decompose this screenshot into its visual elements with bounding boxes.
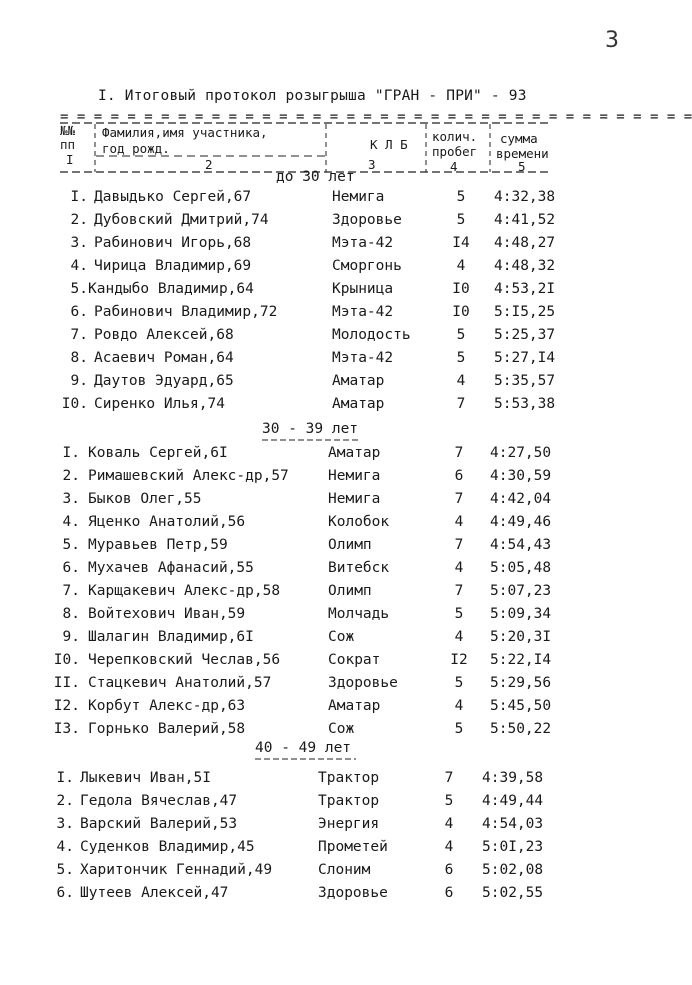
document-title: I. Итоговый протокол розыгрыша "ГРАН - ПРИ" - 93 [98, 88, 527, 104]
participant-name: Яценко Анатолий,56 [88, 514, 246, 530]
total-time: 5:05,48 [490, 560, 552, 576]
club-name: Здоровье [318, 885, 388, 901]
table-row [0, 862, 667, 885]
total-time: 5:20,3I [490, 629, 552, 645]
runs-count: 6 [444, 885, 454, 901]
table-row [0, 373, 667, 396]
participant-name: Шутеев Алексей,47 [80, 885, 229, 901]
row-number: 5. [56, 862, 74, 878]
club-name: Аматар [328, 698, 381, 714]
runs-count: 4 [456, 258, 466, 274]
header-name-top: Фамилия,имя участника, [102, 125, 268, 140]
club-name: Немига [332, 189, 385, 205]
participant-name: Карщакевич Алекс-др,58 [88, 583, 281, 599]
row-number: 4. [70, 258, 88, 274]
participant-name: Шалагин Владимир,6I [88, 629, 254, 645]
table-row [0, 885, 667, 908]
header-club-index: 3 [368, 157, 376, 172]
participant-name: Чирица Владимир,69 [94, 258, 252, 274]
club-name: Трактор [318, 793, 380, 809]
club-name: Олимп [328, 537, 372, 553]
runs-count: 4 [454, 629, 464, 645]
participant-name: Римашевский Алекс-др,57 [88, 468, 289, 484]
row-number: I. [56, 770, 74, 786]
runs-count: 5 [454, 606, 464, 622]
runs-count: 5 [456, 212, 466, 228]
runs-count: 5 [456, 189, 466, 205]
header-number-top: №№ [60, 123, 76, 138]
runs-count: 5 [456, 350, 466, 366]
runs-count: 4 [454, 514, 464, 530]
runs-count: 4 [456, 373, 466, 389]
table-row [0, 606, 667, 629]
participant-name: Ровдо Алексей,68 [94, 327, 234, 343]
row-number: 2. [70, 212, 88, 228]
table-row [0, 281, 667, 304]
club-name: Энергия [318, 816, 380, 832]
total-time: 4:39,58 [482, 770, 544, 786]
section-label-under-30: до 30 лет [276, 169, 355, 185]
row-number: 7. [62, 583, 80, 599]
header-number-mid: пп [60, 137, 76, 152]
header-time-index: 5 [518, 159, 526, 174]
total-time: 5:I5,25 [494, 304, 556, 320]
club-name: Здоровье [328, 675, 398, 691]
total-time: 4:49,44 [482, 793, 544, 809]
table-row [0, 793, 667, 816]
participant-name: Гедола Вячеслав,47 [80, 793, 238, 809]
row-number: 8. [62, 606, 80, 622]
row-number: I0. [53, 652, 80, 668]
club-name: Немига [328, 468, 381, 484]
runs-count: 6 [454, 468, 464, 484]
participant-name: Коваль Сергей,6I [88, 445, 228, 461]
runs-count: I2 [450, 652, 468, 668]
header-runs-top: колич. [432, 129, 478, 144]
participant-name: Стацкевич Анатолий,57 [88, 675, 272, 691]
runs-count: 7 [456, 396, 466, 412]
club-name: Колобок [328, 514, 390, 530]
club-name: Немига [328, 491, 381, 507]
participant-name: Быков Олег,55 [88, 491, 202, 507]
section-label-40-49: 40 - 49 лет [255, 740, 352, 756]
row-number: 3. [70, 235, 88, 251]
header-name-index: 2 [205, 157, 213, 172]
table-row [0, 258, 667, 281]
row-number: 5. [70, 281, 88, 297]
runs-count: 4 [454, 698, 464, 714]
club-name: Молодость [332, 327, 411, 343]
header-runs-mid: пробег [432, 144, 478, 159]
participant-name: Черепковский Чеслав,56 [88, 652, 281, 668]
club-name: Сож [328, 629, 355, 645]
total-time: 4:48,32 [494, 258, 556, 274]
participant-name: Сиренко Илья,74 [94, 396, 225, 412]
club-name: Мэта-42 [332, 235, 394, 251]
table-row [0, 652, 667, 675]
club-name: Крыница [332, 281, 394, 297]
club-name: Трактор [318, 770, 380, 786]
runs-count: 7 [454, 491, 464, 507]
total-time: 5:35,57 [494, 373, 556, 389]
table-row [0, 537, 667, 560]
row-number: 6. [62, 560, 80, 576]
runs-count: I4 [452, 235, 470, 251]
table-row [0, 350, 667, 373]
runs-count: 7 [454, 445, 464, 461]
runs-count: I0 [452, 304, 470, 320]
row-number: 2. [56, 793, 74, 809]
table-row [0, 396, 667, 419]
table-row [0, 816, 667, 839]
participant-name: Даутов Эдуард,65 [94, 373, 234, 389]
total-time: 5:07,23 [490, 583, 552, 599]
club-name: Аматар [332, 373, 385, 389]
table-row [0, 514, 667, 537]
club-name: Молчадь [328, 606, 390, 622]
total-time: 4:53,2I [494, 281, 556, 297]
participant-name: Харитончик Геннадий,49 [80, 862, 273, 878]
header-club: К Л Б [370, 137, 408, 152]
runs-count: 4 [444, 839, 454, 855]
total-time: 5:50,22 [490, 721, 552, 737]
table-row [0, 445, 667, 468]
runs-count: 4 [444, 816, 454, 832]
table-row [0, 304, 667, 327]
runs-count: 6 [444, 862, 454, 878]
participant-name: Асаевич Роман,64 [94, 350, 234, 366]
row-number: 4. [62, 514, 80, 530]
club-name: Сож [328, 721, 355, 737]
participant-name: Корбут Алекс-др,63 [88, 698, 246, 714]
participant-name: Варский Валерий,53 [80, 816, 238, 832]
total-time: 5:29,56 [490, 675, 552, 691]
club-name: Слоним [318, 862, 371, 878]
total-time: 4:48,27 [494, 235, 556, 251]
total-time: 5:02,55 [482, 885, 544, 901]
row-number: 6. [56, 885, 74, 901]
row-number: 3. [62, 491, 80, 507]
total-time: 4:30,59 [490, 468, 552, 484]
runs-count: 7 [444, 770, 454, 786]
header-runs-index: 4 [450, 159, 458, 174]
participant-name: Давыдько Сергей,67 [94, 189, 252, 205]
page-number: 3 [605, 28, 619, 53]
table-row [0, 583, 667, 606]
total-time: 4:54,43 [490, 537, 552, 553]
runs-count: 7 [454, 537, 464, 553]
table-row [0, 212, 667, 235]
row-number: 5. [62, 537, 80, 553]
row-number: 2. [62, 468, 80, 484]
row-number: 8. [70, 350, 88, 366]
club-name: Здоровье [332, 212, 402, 228]
total-time: 5:0I,23 [482, 839, 544, 855]
club-name: Сморгонь [332, 258, 402, 274]
table-row [0, 327, 667, 350]
club-name: Аматар [328, 445, 381, 461]
title-underline: = = = = = = = = = = = = = = = = = = = = = = = = = = = = = = = = = = = = = = [60, 109, 692, 125]
club-name: Витебск [328, 560, 390, 576]
table-row [0, 629, 667, 652]
participant-name: Суденков Владимир,45 [80, 839, 255, 855]
table-row [0, 491, 667, 514]
row-number: 7. [70, 327, 88, 343]
club-name: Мэта-42 [332, 304, 394, 320]
total-time: 5:22,I4 [490, 652, 552, 668]
row-number: I. [62, 445, 80, 461]
table-row [0, 770, 667, 793]
participant-name: Лыкевич Иван,5I [80, 770, 211, 786]
club-name: Прометей [318, 839, 388, 855]
total-time: 5:02,08 [482, 862, 544, 878]
row-number: 4. [56, 839, 74, 855]
total-time: 5:27,I4 [494, 350, 556, 366]
runs-count: 5 [444, 793, 454, 809]
row-number: 9. [70, 373, 88, 389]
table-row [0, 839, 667, 862]
header-number-index: I [66, 152, 74, 167]
participant-name: Рабинович Игорь,68 [94, 235, 252, 251]
total-time: 5:25,37 [494, 327, 556, 343]
participant-name: Рабинович Владимир,72 [94, 304, 278, 320]
row-number: 6. [70, 304, 88, 320]
header-time-mid: времени [496, 146, 549, 161]
total-time: 4:42,04 [490, 491, 552, 507]
table-row [0, 675, 667, 698]
table-row [0, 189, 667, 212]
runs-count: I0 [452, 281, 470, 297]
club-name: Аматар [332, 396, 385, 412]
row-number: 9. [62, 629, 80, 645]
participant-name: Дубовский Дмитрий,74 [94, 212, 269, 228]
header-name-mid: год рожд. [102, 141, 170, 156]
total-time: 4:32,38 [494, 189, 556, 205]
runs-count: 5 [454, 675, 464, 691]
club-name: Олимп [328, 583, 372, 599]
table-row [0, 235, 667, 258]
participant-name: Войтехович Иван,59 [88, 606, 246, 622]
runs-count: 4 [454, 560, 464, 576]
total-time: 5:53,38 [494, 396, 556, 412]
row-number: I3. [53, 721, 80, 737]
total-time: 4:54,03 [482, 816, 544, 832]
participant-name: Горнько Валерий,58 [88, 721, 246, 737]
row-number: I2. [53, 698, 80, 714]
runs-count: 5 [454, 721, 464, 737]
total-time: 5:09,34 [490, 606, 552, 622]
participant-name: Мухачев Афанасий,55 [88, 560, 254, 576]
row-number: 3. [56, 816, 74, 832]
header-time-top: сумма [500, 131, 538, 146]
table-row [0, 698, 667, 721]
total-time: 4:27,50 [490, 445, 552, 461]
runs-count: 7 [454, 583, 464, 599]
total-time: 4:49,46 [490, 514, 552, 530]
row-number: I0. [61, 396, 88, 412]
participant-name: Муравьев Петр,59 [88, 537, 228, 553]
header-rules [0, 0, 692, 190]
table-row [0, 468, 667, 491]
table-row [0, 560, 667, 583]
club-name: Сократ [328, 652, 381, 668]
runs-count: 5 [456, 327, 466, 343]
total-time: 4:41,52 [494, 212, 556, 228]
total-time: 5:45,50 [490, 698, 552, 714]
club-name: Мэта-42 [332, 350, 394, 366]
section-label-30-39: 30 - 39 лет [262, 421, 359, 437]
participant-name: Кандыбо Владимир,64 [88, 281, 254, 297]
row-number: I. [70, 189, 88, 205]
row-number: II. [53, 675, 80, 691]
